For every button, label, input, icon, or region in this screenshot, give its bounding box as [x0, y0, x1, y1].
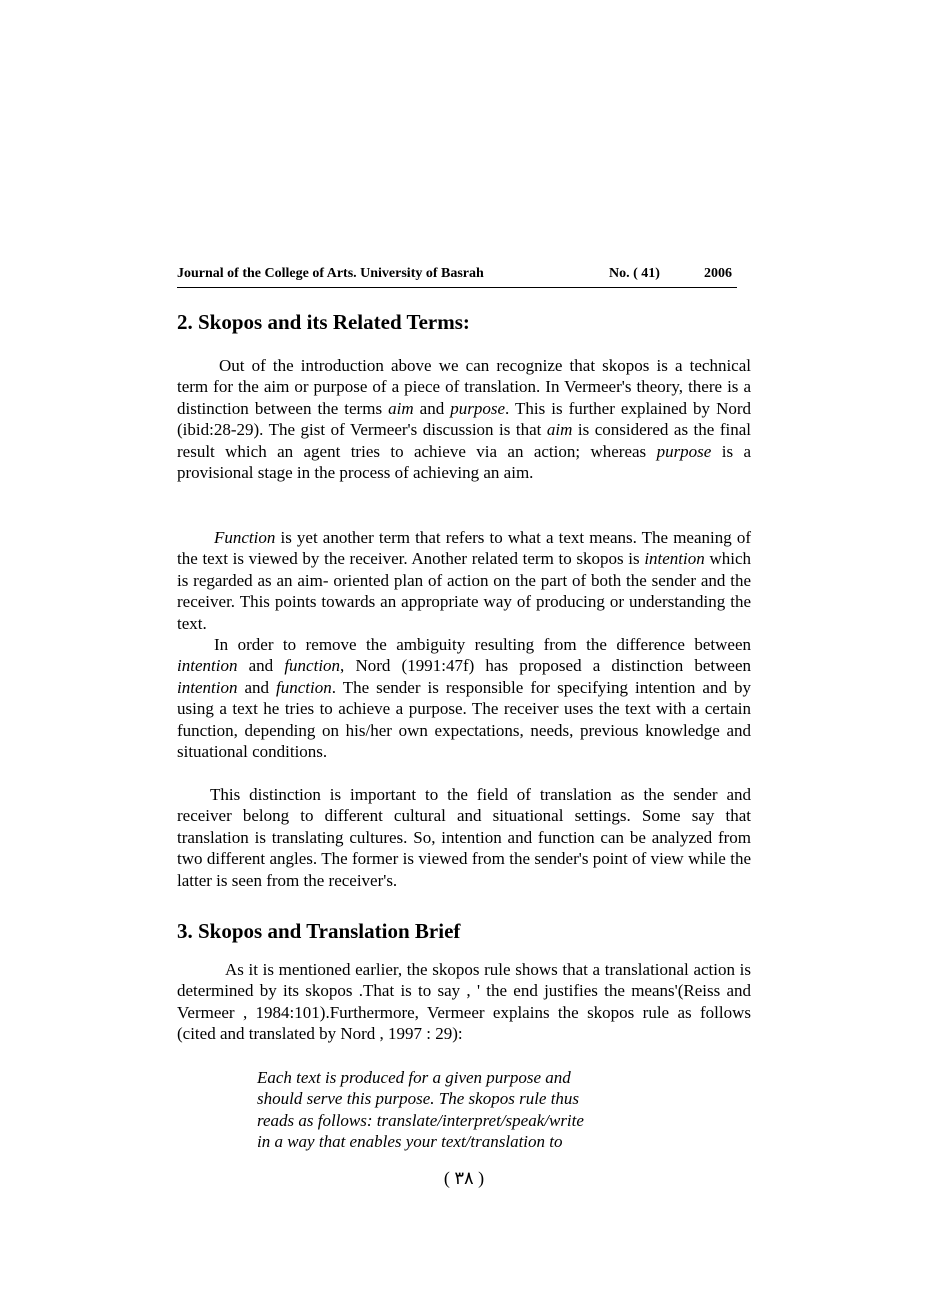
- text-run: . This is further explained by Nord (ibid:28-29). The gist of Vermeer's discussion is that: [177, 398, 752, 440]
- issue-number: No. ( 41): [609, 266, 660, 281]
- text-run: is yet another term that refers to what a text means. The meaning of the text is viewed by the receiver. Another related term to skopos is: [177, 528, 751, 569]
- italic-term: intention: [644, 549, 705, 569]
- italic-term: function: [276, 677, 332, 697]
- quote-line: should serve this purpose. The skopos rule thus: [257, 1089, 580, 1109]
- text-run: . The sender is responsible for specifying intention and by using a text he tries to achieve a purpose. The receiver uses the text with a certain function, depending on his/her own expectations, needs, previous knowledge and situational conditions.: [177, 677, 751, 762]
- section-3-heading: 3. Skopos and Translation Brief: [177, 919, 461, 943]
- italic-term: aim: [388, 398, 414, 418]
- italic-term: purpose: [450, 398, 506, 418]
- quote-line: in a way that enables your text/translation to: [257, 1132, 563, 1152]
- quote-line: reads as follows: translate/interpret/speak/write: [257, 1110, 584, 1130]
- italic-term: intention: [177, 677, 238, 697]
- italic-term: function: [284, 656, 341, 676]
- running-header: [177, 263, 737, 288]
- paragraph: [177, 527, 751, 634]
- text-run: As it is mentioned earlier, the skopos rule shows that a translational action is determined by its skopos .That is to say , ' the end justifies the means'(Reiss and Vermeer , 1984:101).Furthermore, Vermeer explains the skopos rule as follows (cited and translated by Nord , 1997 : 29):: [177, 960, 751, 1044]
- journal-title: Journal of the College of Arts. University of Basrah: [177, 266, 484, 281]
- text-run: This distinction is important to the field of translation as the sender and receiver belong to different cultural and situational settings. Some say that translation is translating cultures. So, intention and function can be analyzed from two different angles. The former is viewed from the sender's point of view while the latter is seen from the receiver's.: [177, 785, 751, 890]
- issue-year: 2006: [704, 266, 732, 281]
- text-run: , Nord (1991:47f) has proposed a distinction between: [340, 656, 752, 676]
- block-quote: [257, 1067, 627, 1153]
- paragraph: [177, 784, 751, 891]
- text-run: Out of the introduction above we can recognize that skopos is a technical term for the aim or purpose of a piece of translation. In Vermeer's theory, there is a distinction between the terms: [177, 356, 751, 418]
- text-run: and: [237, 677, 277, 697]
- paragraph: [177, 959, 751, 1045]
- text-run: which is regarded as an aim- oriented plan of action on the part of both the sender and the receiver. This points towards an appropriate way of producing or understanding the text.: [177, 549, 751, 633]
- text-run: is considered as the final result which an agent tries to achieve via an action; whereas: [177, 420, 751, 461]
- italic-term: intention: [177, 656, 238, 676]
- text-run: is a provisional stage in the process of achieving an aim.: [177, 441, 751, 483]
- page-number: ( ٣٨ ): [443, 1168, 485, 1188]
- paragraph: [177, 355, 751, 484]
- italic-term: aim: [546, 420, 573, 440]
- italic-term: purpose: [656, 441, 712, 461]
- italic-term: Function: [214, 528, 276, 547]
- text-run: In order to remove the ambiguity resulting from the difference between: [214, 635, 751, 654]
- paragraph: [177, 634, 751, 763]
- text-run: and: [413, 398, 451, 418]
- section-2-heading: 2. Skopos and its Related Terms:: [177, 310, 470, 334]
- quote-line: Each text is produced for a given purpose and: [257, 1068, 571, 1087]
- text-run: and: [237, 656, 285, 676]
